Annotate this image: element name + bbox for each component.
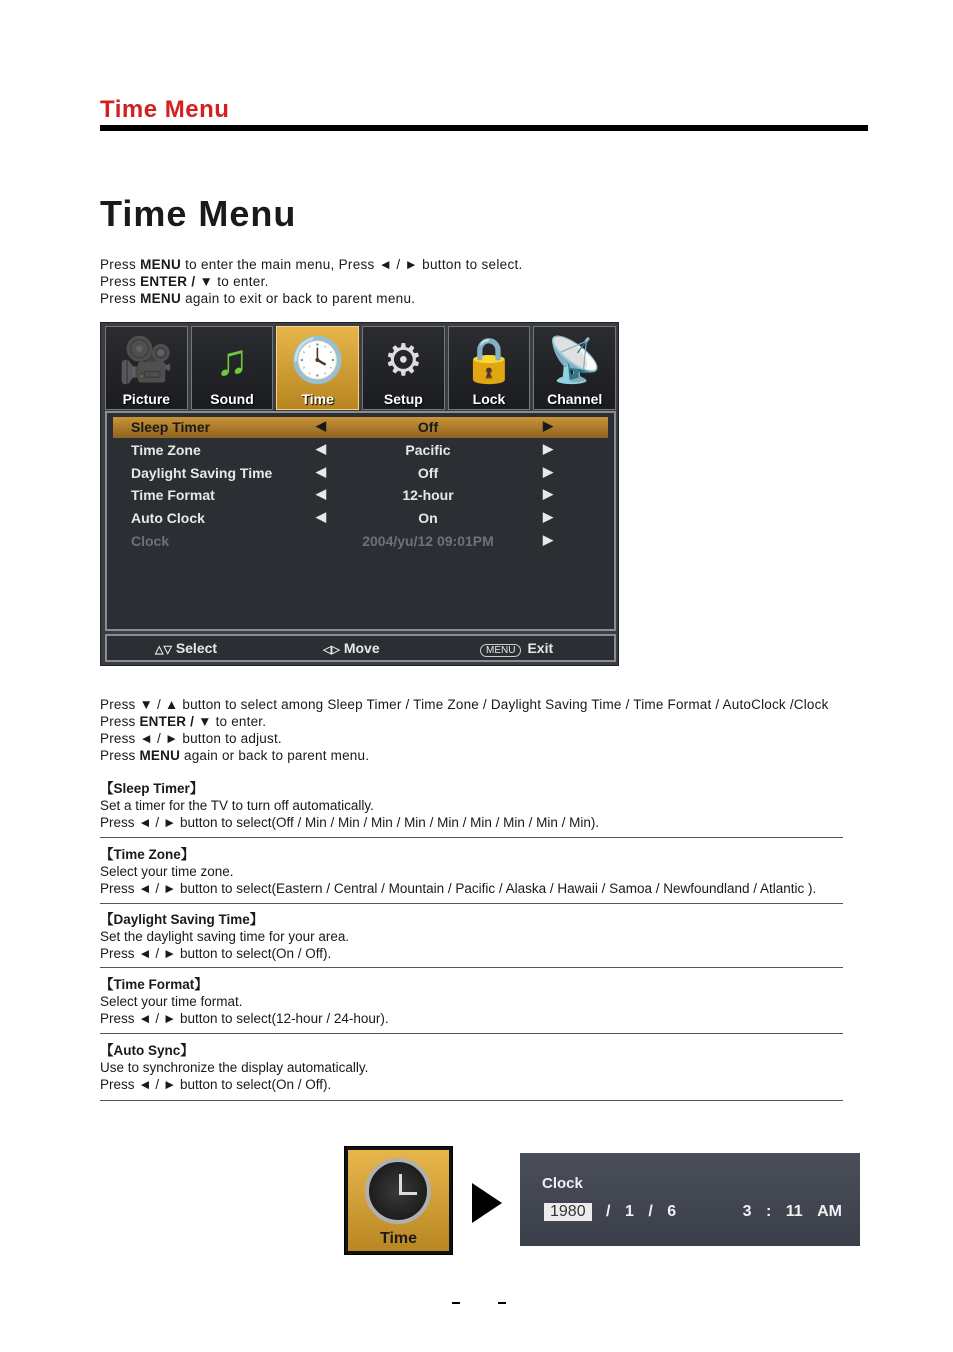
steps-key-enter: ENTER / ▼: [139, 714, 212, 729]
section-title: 【Sleep Timer】: [100, 781, 204, 796]
section-press: Press ◄ / ► button to select(Eastern / Central / Mountain / Pacific / Alaska / Hawaii / Samoa / Newfoundland / Atlantic ).: [100, 881, 817, 896]
section-divider: [100, 903, 843, 904]
clock-month-field[interactable]: 1: [624, 1203, 634, 1220]
clock-separator: /: [648, 1203, 653, 1220]
row-value: 2004/yu/12 09:01PM: [362, 533, 494, 549]
arrow-right-icon[interactable]: ▶: [543, 441, 553, 456]
osd-tab-bar: [105, 326, 616, 410]
row-auto-clock[interactable]: [113, 508, 608, 529]
section-desc: Select your time format.: [100, 994, 243, 1009]
tab-time[interactable]: [276, 326, 359, 410]
clock-separator: :: [765, 1203, 772, 1220]
row-clock: [113, 531, 608, 552]
row-value: Off: [417, 465, 439, 481]
intro-press: Press: [100, 274, 141, 289]
footer-move: [323, 640, 380, 656]
tab-picture[interactable]: [105, 326, 188, 410]
footer-exit: [480, 640, 553, 656]
intro-key-menu: MENU: [140, 257, 182, 272]
page-title: Time Menu: [100, 193, 297, 234]
section-daylight-saving-time: [100, 911, 843, 962]
section-sleep-timer: [100, 780, 843, 831]
clock-minute-hand: [399, 1192, 417, 1195]
intro-press: Press: [100, 257, 141, 272]
section-time-format: [100, 976, 843, 1027]
page-number-dash: [498, 1302, 506, 1304]
clock-year-field[interactable]: 1980: [544, 1203, 592, 1221]
steps-text-4: again or back to parent menu.: [180, 748, 370, 763]
tab-setup[interactable]: [362, 326, 445, 410]
tab-label: Channel: [547, 391, 603, 407]
intro-line-3: [100, 290, 523, 307]
steps-press: Press: [100, 748, 140, 763]
music-note-icon: ♫: [215, 336, 249, 385]
section-auto-sync: [100, 1042, 843, 1093]
row-value: Pacific: [405, 442, 451, 458]
section-press: Press ◄ / ► button to select(12-hour / 24-hour).: [100, 1011, 389, 1026]
section-title: 【Time Format】: [100, 977, 208, 992]
row-label: Sleep Timer: [131, 419, 211, 435]
thumbnail-label: Time: [379, 1230, 418, 1247]
clock-icon: [365, 1158, 431, 1224]
clock-hour-field[interactable]: 3: [742, 1203, 752, 1220]
intro-line-1: [100, 256, 523, 273]
row-label: Clock: [131, 533, 170, 549]
footer-select-label: Select: [175, 640, 218, 656]
clock-setting-panel: [520, 1153, 860, 1246]
arrow-right-icon[interactable]: ▶: [543, 486, 553, 501]
clock-separator: /: [606, 1203, 611, 1220]
steps-text-2: to enter.: [211, 714, 267, 729]
row-label: Daylight Saving Time: [131, 465, 273, 481]
osd-footer: [105, 634, 616, 662]
section-title: 【Daylight Saving Time】: [100, 912, 264, 927]
arrow-left-icon[interactable]: ◀: [316, 509, 326, 524]
row-value: 12-hour: [402, 487, 454, 503]
row-label: Time Format: [131, 487, 215, 503]
steps-line-2: [100, 713, 829, 730]
camcorder-icon: 🎥: [118, 336, 174, 385]
section-divider: [100, 967, 843, 968]
clock-value-row: [544, 1203, 842, 1221]
header-title: Time Menu: [100, 96, 230, 123]
clock-minute-field[interactable]: 11: [785, 1203, 803, 1220]
time-menu-thumbnail: [344, 1146, 453, 1255]
section-divider: [100, 837, 843, 838]
section-desc: Set a timer for the TV to turn off automatically.: [100, 798, 374, 813]
footer-select: [155, 640, 217, 656]
arrow-left-icon[interactable]: ◀: [316, 418, 326, 433]
row-time-format[interactable]: [113, 485, 608, 506]
intro-text-3: again to exit or back to parent menu.: [181, 291, 416, 306]
satellite-dish-icon: 📡: [547, 336, 603, 385]
row-value: On: [418, 510, 438, 526]
arrow-right-icon[interactable]: ▶: [543, 509, 553, 524]
gear-icon: ⚙: [383, 336, 424, 385]
clock-ampm-field[interactable]: AM: [817, 1203, 842, 1220]
header-rule: [100, 125, 868, 131]
tab-label: Lock: [472, 391, 506, 407]
arrow-right-icon[interactable]: ▶: [543, 464, 553, 479]
clock-title: Clock: [542, 1175, 583, 1192]
intro-line-2: [100, 273, 523, 290]
arrow-left-icon[interactable]: ◀: [316, 486, 326, 501]
steps-line-3: Press ◄ / ► button to adjust.: [100, 731, 282, 746]
steps-key-menu: MENU: [139, 748, 181, 763]
row-time-zone[interactable]: [113, 440, 608, 461]
arrow-right-icon[interactable]: ▶: [543, 418, 553, 433]
row-label: Auto Clock: [131, 510, 205, 526]
lock-icon: 🔒: [461, 336, 517, 385]
section-press: Press ◄ / ► button to select(On / Off).: [100, 1077, 332, 1092]
osd-menu: [100, 322, 619, 666]
tab-label: Picture: [122, 391, 171, 407]
section-desc: Set the daylight saving time for your area.: [100, 929, 350, 944]
arrow-left-icon[interactable]: ◀: [316, 464, 326, 479]
footer-move-label: Move: [343, 640, 380, 656]
osd-settings-panel: [105, 411, 616, 631]
clock-hour-hand: [399, 1174, 402, 1194]
intro-key-menu: MENU: [140, 291, 182, 306]
row-daylight-saving-time[interactable]: [113, 463, 608, 484]
up-down-icon: △▽: [155, 644, 172, 656]
tab-channel[interactable]: [533, 326, 616, 410]
intro-text-1: to enter the main menu, Press ◄ / ► button to select.: [181, 257, 523, 272]
tab-label: Setup: [383, 391, 423, 407]
section-title: 【Time Zone】: [100, 847, 195, 862]
section-desc: Use to synchronize the display automatically.: [100, 1060, 369, 1075]
section-time-zone: [100, 846, 843, 897]
steps-press: Press: [100, 714, 140, 729]
thumbnail-background: [348, 1150, 449, 1251]
row-sleep-timer[interactable]: [113, 417, 608, 438]
section-title: 【Auto Sync】: [100, 1043, 194, 1058]
intro-text: [100, 256, 523, 307]
arrow-right-icon: [472, 1183, 502, 1223]
tab-label: Time: [301, 391, 334, 407]
arrow-left-icon[interactable]: ◀: [316, 441, 326, 456]
intro-key-enter: ENTER / ▼: [140, 274, 214, 289]
section-desc: Select your time zone.: [100, 864, 234, 879]
section-press: Press ◄ / ► button to select(Off / Min / Min / Min / Min / Min / Min / Min / Min / Min).: [100, 815, 600, 830]
tab-sound[interactable]: [191, 326, 274, 410]
row-label: Time Zone: [131, 442, 201, 458]
arrow-right-icon: ▶: [543, 532, 553, 547]
clock-day-field[interactable]: 6: [667, 1203, 677, 1220]
clock-icon: 🕓: [290, 336, 346, 385]
tab-label: Sound: [210, 391, 254, 407]
intro-press: Press: [100, 291, 141, 306]
row-value: Off: [417, 419, 439, 435]
footer-exit-label: Exit: [527, 640, 554, 656]
section-divider: [100, 1100, 843, 1101]
intro-text-2: to enter.: [213, 274, 269, 289]
menu-button-icon: MENU: [480, 644, 521, 657]
section-press: Press ◄ / ► button to select(On / Off).: [100, 946, 332, 961]
section-divider: [100, 1033, 843, 1034]
tab-lock[interactable]: [448, 326, 531, 410]
steps-line-4: [100, 747, 829, 764]
left-right-icon: ◁▷: [323, 644, 340, 656]
steps-text: [100, 696, 829, 764]
steps-line-1: Press ▼ / ▲ button to select among Sleep Timer / Time Zone / Daylight Saving Time / Time Format / AutoClock /Clock: [100, 697, 829, 712]
page-number-dash: [452, 1302, 460, 1304]
